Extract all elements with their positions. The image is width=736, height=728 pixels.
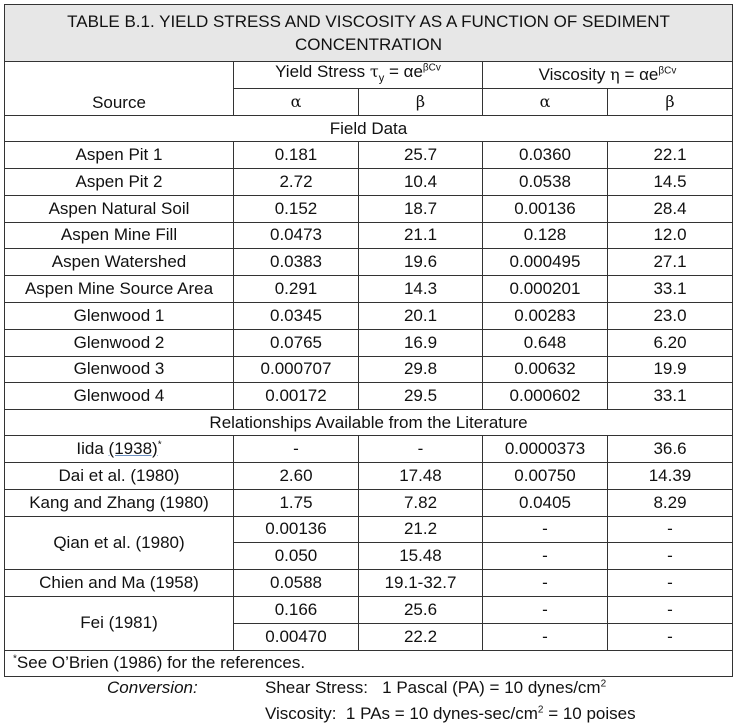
value-cell: 21.2: [359, 516, 483, 543]
value-cell: 8.29: [608, 489, 733, 516]
value-cell: 17.48: [359, 462, 483, 489]
value-cell: 19.1-32.7: [359, 570, 483, 597]
source-cell: [5, 436, 234, 463]
footnote-text: See O’Brien (1986) for the references.: [16, 653, 306, 673]
value-cell: 14.39: [608, 462, 733, 489]
section-literature: Relationships Available from the Literature: [5, 410, 733, 436]
source-cell: Aspen Pit 2: [5, 168, 234, 195]
value-cell: 12.0: [608, 222, 733, 249]
value-cell: 0.181: [234, 142, 359, 169]
viscosity-exponent: βCv: [658, 65, 677, 77]
value-cell: 14.3: [359, 276, 483, 303]
value-cell: 14.5: [608, 168, 733, 195]
yield-stress-header: [234, 62, 483, 89]
tau-symbol: τ: [369, 62, 379, 81]
table-row: [5, 276, 733, 303]
source-cell: Glenwood 4: [5, 383, 234, 410]
source-cell: Aspen Watershed: [5, 249, 234, 276]
field-data-body: [5, 142, 733, 410]
value-cell: 19.6: [359, 249, 483, 276]
table-row: [5, 462, 733, 489]
value-cell: 6.20: [608, 329, 733, 356]
value-cell: 0.166: [234, 596, 359, 623]
source-cell: Aspen Pit 1: [5, 142, 234, 169]
footnote: [5, 650, 733, 677]
value-cell: 0.0538: [483, 168, 608, 195]
value-cell: 0.000602: [483, 383, 608, 410]
source-cell: Qian et al. (1980): [5, 516, 234, 570]
table-row: [5, 142, 733, 169]
value-cell: -: [608, 596, 733, 623]
value-cell: 22.2: [359, 623, 483, 650]
value-cell: 23.0: [608, 302, 733, 329]
value-cell: 0.00136: [483, 195, 608, 222]
value-cell: 0.0765: [234, 329, 359, 356]
value-cell: 36.6: [608, 436, 733, 463]
shear-stress-text: Shear Stress: 1 Pascal (PA) = 10 dynes/cm: [265, 678, 601, 697]
footnote-marker: *: [13, 653, 17, 665]
value-cell: 18.7: [359, 195, 483, 222]
value-cell: -: [608, 623, 733, 650]
value-cell: 33.1: [608, 276, 733, 303]
eta-symbol: η: [610, 65, 620, 85]
value-cell: 10.4: [359, 168, 483, 195]
title-row: [5, 5, 733, 62]
yield-stress-viscosity-table: [4, 4, 733, 677]
source-cell: Aspen Mine Fill: [5, 222, 234, 249]
alpha-header: α: [234, 89, 359, 116]
source-cell: Aspen Mine Source Area: [5, 276, 234, 303]
value-cell: 0.050: [234, 543, 359, 570]
value-cell: -: [483, 570, 608, 597]
value-cell: 0.0588: [234, 570, 359, 597]
value-cell: 0.00470: [234, 623, 359, 650]
table-row: [5, 436, 733, 463]
table-row: [5, 596, 733, 623]
yield-eq: = αe: [384, 62, 423, 81]
value-cell: 29.5: [359, 383, 483, 410]
value-cell: -: [608, 543, 733, 570]
iida-name: Iida: [76, 439, 104, 459]
value-cell: 2.72: [234, 168, 359, 195]
value-cell: 0.000495: [483, 249, 608, 276]
superscript: 2: [537, 704, 544, 716]
viscosity-header: [483, 62, 733, 89]
source-header: Source: [5, 62, 234, 116]
value-cell: 25.7: [359, 142, 483, 169]
value-cell: 0.00136: [234, 516, 359, 543]
conversion-label: Conversion:: [107, 678, 198, 697]
value-cell: -: [483, 596, 608, 623]
shear-stress-conversion: [265, 678, 606, 698]
value-cell: 0.00750: [483, 462, 608, 489]
value-cell: 0.0360: [483, 142, 608, 169]
value-cell: 21.1: [359, 222, 483, 249]
source-cell: Chien and Ma (1958): [5, 570, 234, 597]
value-cell: 27.1: [608, 249, 733, 276]
section-row: [5, 116, 733, 142]
table-row: [5, 516, 733, 543]
value-cell: 0.00632: [483, 356, 608, 383]
value-cell: 1.75: [234, 489, 359, 516]
beta-header: β: [359, 89, 483, 116]
source-cell: Kang and Zhang (1980): [5, 489, 234, 516]
value-cell: 2.60: [234, 462, 359, 489]
table-title: TABLE B.1. YIELD STRESS AND VISCOSITY AS A FUNCTION OF SEDIMENT CONCENTRATION: [5, 5, 733, 62]
footnote-row: [5, 650, 733, 677]
value-cell: 22.1: [608, 142, 733, 169]
table-row: [5, 489, 733, 516]
value-cell: -: [608, 516, 733, 543]
yield-subscript: y: [378, 72, 385, 85]
header-row-1: [5, 62, 733, 89]
value-cell: 0.291: [234, 276, 359, 303]
value-cell: -: [483, 623, 608, 650]
value-cell: 28.4: [608, 195, 733, 222]
value-cell: -: [483, 516, 608, 543]
conversion-block: [0, 676, 736, 728]
source-cell: Dai et al. (1980): [5, 462, 234, 489]
footnote-marker: *: [157, 439, 162, 451]
value-cell: 0.0405: [483, 489, 608, 516]
table-row: [5, 168, 733, 195]
value-cell: 33.1: [608, 383, 733, 410]
superscript: 2: [600, 678, 607, 690]
viscosity-text-end: = 10 poises: [543, 704, 636, 723]
table-row: [5, 249, 733, 276]
table-row: [5, 195, 733, 222]
viscosity-label: Viscosity: [538, 65, 606, 85]
value-cell: 15.48: [359, 543, 483, 570]
value-cell: 0.0345: [234, 302, 359, 329]
value-cell: 0.648: [483, 329, 608, 356]
value-cell: 20.1: [359, 302, 483, 329]
yield-stress-label: Yield Stress: [275, 62, 366, 81]
value-cell: -: [483, 543, 608, 570]
iida-year: (1938): [108, 439, 158, 459]
value-cell: 7.82: [359, 489, 483, 516]
value-cell: -: [359, 436, 483, 463]
value-cell: 0.00283: [483, 302, 608, 329]
yield-exponent: βCv: [422, 62, 441, 74]
value-cell: 0.0383: [234, 249, 359, 276]
value-cell: 29.8: [359, 356, 483, 383]
value-cell: 0.0000373: [483, 436, 608, 463]
source-cell: Fei (1981): [5, 596, 234, 650]
value-cell: -: [234, 436, 359, 463]
value-cell: 16.9: [359, 329, 483, 356]
source-cell: Glenwood 1: [5, 302, 234, 329]
table-row: [5, 356, 733, 383]
section-row: [5, 410, 733, 436]
value-cell: 0.000707: [234, 356, 359, 383]
value-cell: 0.00172: [234, 383, 359, 410]
alpha-header: α: [483, 89, 608, 116]
section-field-data: Field Data: [5, 116, 733, 142]
value-cell: 19.9: [608, 356, 733, 383]
value-cell: -: [608, 570, 733, 597]
beta-header: β: [608, 89, 733, 116]
table-row: [5, 302, 733, 329]
source-cell: Glenwood 2: [5, 329, 234, 356]
viscosity-text: Viscosity: 1 PAs = 10 dynes-sec/cm: [265, 704, 538, 723]
source-cell: Glenwood 3: [5, 356, 234, 383]
value-cell: 0.128: [483, 222, 608, 249]
source-cell: Aspen Natural Soil: [5, 195, 234, 222]
viscosity-eq: = αe: [619, 65, 659, 85]
table-row: [5, 222, 733, 249]
table-row: [5, 329, 733, 356]
table-row: [5, 383, 733, 410]
value-cell: 0.000201: [483, 276, 608, 303]
value-cell: 0.0473: [234, 222, 359, 249]
value-cell: 25.6: [359, 596, 483, 623]
viscosity-conversion: [265, 704, 636, 724]
value-cell: 0.152: [234, 195, 359, 222]
table-row: [5, 570, 733, 597]
